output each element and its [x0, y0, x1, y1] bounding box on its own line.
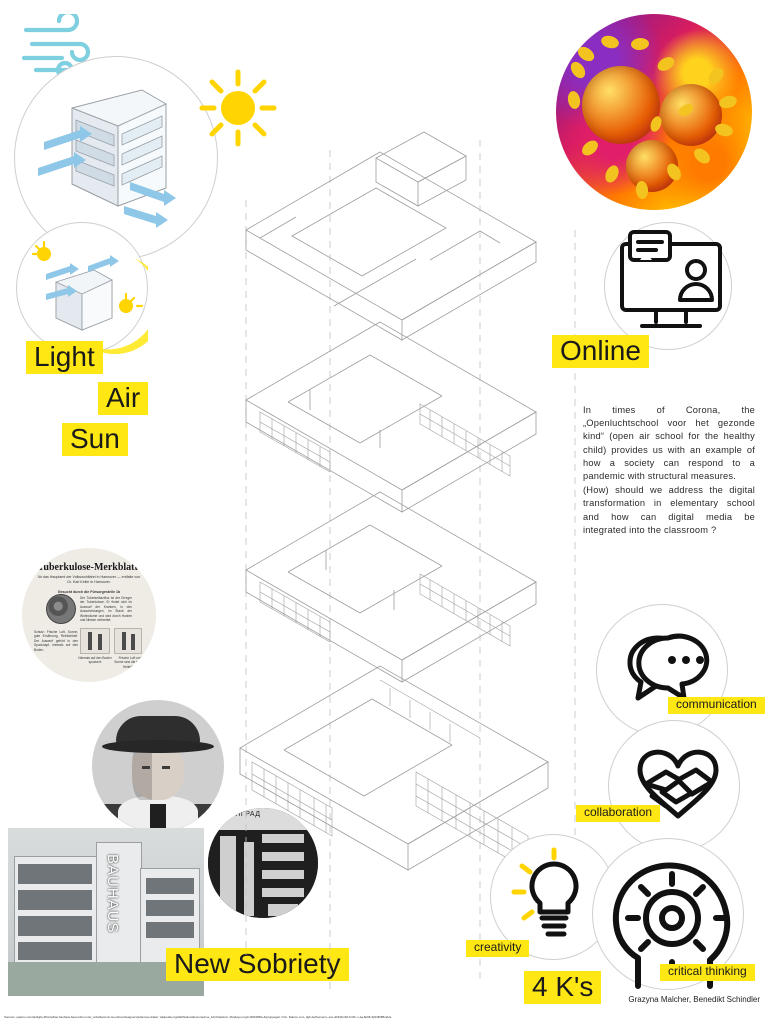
label-four-ks: 4 K's [524, 971, 601, 1004]
label-air: Air [98, 382, 148, 415]
bacillus-illustration [46, 594, 76, 624]
label-creativity: creativity [466, 938, 529, 957]
description-paragraph-1: In times of Corona, the „Openluchtschool voor het gezonde kind“ (open air school for the healthy child) provides us with an example of how a society can respond to a pandemic with structural measures. [583, 405, 755, 482]
sun-moon-daylight-diagram [16, 222, 148, 354]
author-credit: Grazyna Malcher, Benedikt Schindler [628, 995, 760, 1004]
merkblatt-section: Gesucht durch die Fürsorgestelle 1b [57, 590, 121, 594]
merkblatt-subtitle: für das Hauptamt der Volkswohlfahrt in Hannover — entfalte von Dr. Karl Keller in Hannover. [37, 575, 141, 584]
label-sun: Sun [62, 423, 128, 456]
label-light: Light [26, 341, 103, 374]
merkblatt-caption-left: Niemals auf den Boden spucken! [78, 656, 112, 665]
label-collaboration: collaboration [576, 803, 660, 822]
virus-photo [556, 14, 752, 210]
tuberculosis-leaflet-photo [22, 548, 156, 682]
merkblatt-figure-2 [114, 628, 142, 654]
description-paragraph-2: (How) should we address the digital transformation in elementary school and how can digital media be integrated into the classroom ? [583, 485, 755, 535]
label-critical-thinking: critical thinking [660, 962, 755, 981]
lightbulb-icon [506, 846, 602, 946]
merkblatt-col-right: Schutz: Frische Luft, Sonne, gute Ernährung, Reinlichkeit. Der Auswurf gehört in den Spucknapf, niemals auf den Boden. [34, 630, 78, 652]
label-new-sobriety: New Sobriety [166, 948, 349, 981]
label-communication: communication [668, 695, 765, 714]
virus-spikes [556, 14, 752, 210]
sources-note: Sources: quazoo.com/de/light+#/hmtp/bau.bauhaus.bau/+tubn+misc_schulkammer.iso+dimer/designers/johannes-duiker, wikipedia.org/wiki/Nationalicoronavirus_JArchitektur2, dbzplayer.org/m/4816839+&/gruppegeti / htm. flaticon.com, dgb.de/themen/+-son+#/&3bc/2#-0>#b->+aa-8e68-3224ff288cab/a [4, 1016, 392, 1020]
stair-photo-banner: ЛЕНИНГРАД [214, 811, 261, 818]
merkblatt-figure-1 [80, 628, 110, 654]
merkblatt-caption-right: Frische Luft und Sonne sind die besten Heilmittel. [114, 656, 146, 669]
bauhaus-sign-text: BAUHAUS [104, 854, 121, 934]
online-meeting-icon [612, 226, 730, 336]
merkblatt-col-left: Der Tuberkelbazillus ist der Erreger der Tuberkulose. Er findet sich im Auswurf der Kranken, in den Ausscheidungen, im Staub der Wohnräume und wird durch Husten und Niesen verbreitet. [80, 596, 132, 623]
merkblatt-title: Tuberkulose-Merkblatt. [37, 562, 141, 573]
description-text [583, 404, 755, 537]
label-online: Online [552, 335, 649, 368]
